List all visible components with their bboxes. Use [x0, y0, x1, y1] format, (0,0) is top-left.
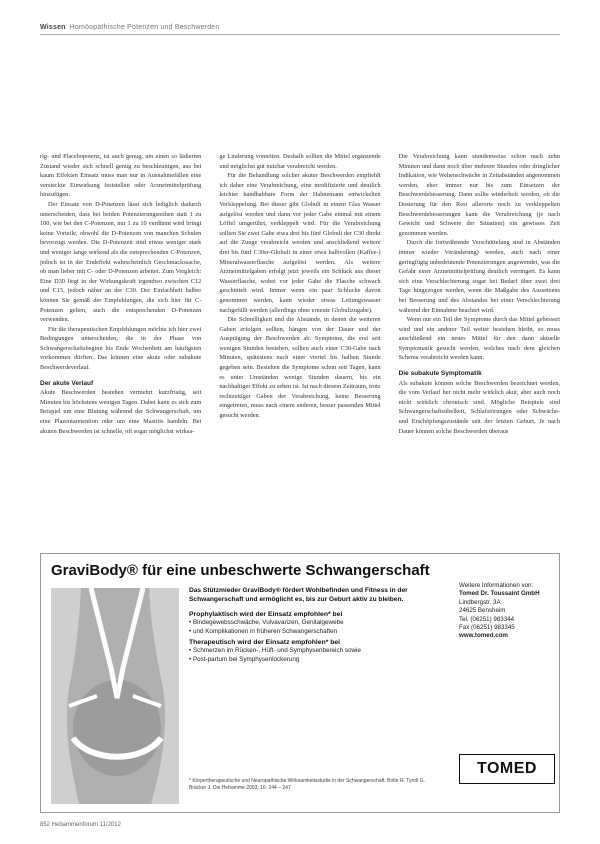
- header-section: Wissen: [40, 23, 66, 31]
- paragraph: Der Einsatz von D-Potenzen lässt sich lediglich dadurch unterscheiden, dass bei beiden Potenzierungsreihen statt 1 zu 100, wie bei den C-Potenzen, nur 1 zu 10 verdünnt wird bringt keine Vorteile, obwohl die D-Potenzen von manchen Schulen bevorzugt werden. Die D-Potenzen sind etwas weniger stark und weniger lange wirkend als die entsprechenden C-Potenzen, jedoch ist in der Endeffekt wahrscheinlich Geschmackssache, ob man lieber mit C- oder D-Potenzen arbeitet. Zum Vergleich: Eine D30 liegt in der Wirkungskraft irgendwo zwischen C12 und C15, jedoch näher an der C30. Der Einfachheit halber können Sie gemäß der Empfehlungen, die sich hier für C-Potenzen gelten, auch die entsprechenden D-Potenzen verwenden.: [40, 200, 202, 324]
- street-address: Lindbergstr. 3A: [459, 598, 501, 606]
- header-title: Homöopathische Potenzen und Beschwerden: [69, 23, 220, 31]
- ad-photo-pregnant-woman: [51, 588, 179, 804]
- column-3: [399, 152, 560, 552]
- ad-therapy-heading: Therapeutisch wird der Einsatz empfohlen* bei: [189, 639, 341, 647]
- section-heading-acute: Der akute Verlauf: [40, 379, 94, 387]
- ad-description: [189, 586, 449, 666]
- phone-number: Tel. (06251) 983344: [459, 615, 515, 623]
- running-header: [40, 20, 560, 34]
- paragraph: Akute Beschwerden bestehen vermehrt kurzfristig, seit Minuten bis höchstens wenigen Tagen. Dabei kann es sich zum Beispiel um eine Blutung während der Schwangerschaft, um eine Plazentaretention oder um eine Mastitis handeln. Bei akuten Beschwerden ist schnelle, oft sogar möglichst wirksa-: [40, 389, 202, 435]
- paragraph: Für die therapeutischen Empfehlungen möchte ich hier zwei Bedingungen unterscheiden, die in der Phase von Schwangerschaftsbeginn bis Ende Wochenbett am häufigsten vorkommen dürften. Das können eine akute oder subakute Beschwerdeverlauf.: [40, 325, 202, 372]
- column-1: [40, 152, 201, 552]
- ad-footnote: * Körpertherapeutische und Neuropathische Wirksamkeitsstudie in der Schwangerschaft. Bolte R. Tyroll G. Bräcker J. Die Hebamme 2003; 16: 244 – 247: [189, 778, 425, 791]
- ad-prophylaxis-list: [189, 619, 449, 636]
- contact-intro: Weitere Informationen von:: [459, 582, 534, 589]
- advertisement-box: [40, 553, 560, 813]
- page-footer: 852 Hebammenforum 11/2012: [40, 822, 121, 828]
- paragraph: rig- und Placebopotenz, ist auch genug, um einen so lädierten Zustand wieder sich schnell genug zu beschleunigen, aus bei kaum Effekten Einsatz muss man nur in Ausnahmefällen eine versteckte Einwirkung feststellen oder Arzneimittelprüfung hinzufügen.: [40, 153, 202, 199]
- ad-prophylaxis-heading: Prophylaktisch wird der Einsatz empfohlen* bei: [189, 611, 343, 618]
- pregnant-woman-illustration: [51, 588, 179, 804]
- paragraph: Die Schnelligkeit und die Abstände, in denen die weiteren Gaben erfolgen sollten, hängen von der Dauer und der Ausprägung der Beschwerden ab. Symptome, die erst seit wenigen Stunden bestehen, sollten auch einer C30-Gabe nach Minuten, spätestens nach einer viertel bis halben Stunde gegeben sein. Bestehen die Symptome schon seit Tagen, kann es unter Umständen wenige Stunden dauern, bis ein nachhaltiger Effekt zu sehen ist. Ist nach diesem Zeitraum, trotz rechtzeitiger Gaben der Verabreichung, keine Besserung eingetreten, muss nach einem anderen, besser passenden Mittel gesucht werden.: [219, 316, 381, 420]
- paragraph: Durch die fortwährende Verschüttelung sind in Abständen immer wieder Veränderung) werden, auch nach einer geringfügig unbedeutende Potenzierungen angewendet, was die Gefahr einer Arzneimittelprüfung deutlich verringert. Es kann sich eine Verschlechterung sogar bei Bedarf über zwei drei Tage hingezogen werden, wenn die Maßgabe des Aussetzens bei Besserung und des Abstandes bei einer Verschlechterung während der Einnahme beachtet wird.: [398, 239, 560, 314]
- header-divider: [40, 34, 560, 35]
- ad-contact-block: [459, 582, 555, 641]
- list-item: • und Komplikationen in früheren Schwangerschaften: [189, 628, 449, 637]
- paragraph: Wenn nur ein Teil der Symptome durch das Mittel gebessert wird und ein anderer Teil weiter bestehen bleibt, so muss anschließend ein neues Mittel für den dann aktuelle Symptomatik gesucht werden, welches nach dem gleichen Schema verabreicht werden kann.: [398, 316, 560, 362]
- list-item: • Bindegewebsschwäche, Vulvavarizen, Genitalgewebe: [189, 619, 449, 628]
- city-address: 24625 Bensheim: [459, 607, 506, 615]
- column-2: [219, 152, 380, 552]
- section-heading-subacute: Die subakute Symptomatik: [398, 370, 482, 378]
- ad-intro: Das Stützmieder GraviBody® fördert Wohlbefinden und Fitness in der Schwangerschaft und ermöglicht es, bis zur Geburt aktiv zu bleiben.: [189, 587, 408, 603]
- paragraph: ge Linderung vonnöten. Deshalb sollten die Mittel ergänzende und möglichst gut nutzbar verabreicht werden.: [219, 153, 381, 170]
- list-item: • Schmerzen im Rücken-, Hüft- und Symphysenbereich sowie: [189, 647, 449, 656]
- tomed-logo: TOMED: [459, 754, 555, 784]
- paragraph: Die Verabreichung kann stundenweise schon nach zehn Minuten und dann noch über mehrere Stunden oder dringlicher Indikation, wie Wehenschwäche in Zeitabständen angenommen werden, eher immer nur bis zum Einsetzen der Beschwerdebesserung. Dann sollte wiederholt werden, ob die Dosierung für den Rest allerorts noch zu verkleppelten Beschwerdebesserungen kann die Verabreichung (je nach Gewicht und Schwere der Situation) ein gewisses Zeit genommen werden.: [398, 153, 560, 237]
- ad-title: GraviBody® für eine unbeschwerte Schwangerschaft: [51, 562, 430, 579]
- fax-number: Fax (06251) 983345: [459, 624, 515, 632]
- article-body: [40, 152, 560, 552]
- company-name: Tomed Dr. Toussaint GmbH: [459, 590, 540, 598]
- website-link[interactable]: www.tomed.com: [459, 632, 508, 640]
- ad-therapy-list: [189, 647, 449, 664]
- list-item: • Post-partum bei Symphysenlockerung: [189, 656, 449, 665]
- paragraph: Für die Behandlung solcher akuter Beschwerden empfiehlt ich daher eine Verabreichung, eine modifizierte und deutlich leichter handhabbare Form der Hahnemann entwickelten Verkleppelung. Bei dieser gibt Globuli in einem Glas Wasser aufgelöst werden und dann vor jeder Gabe einmal mit einem Löffel umgerührt, verkleppelt wird. Für die Verabreichung sollten Sie zwei Gabe etwa drei bis fünf Globuli der C30 direkt auf die Zunge verabreicht werden und anschließend weitere drei bis fünf C30er-Globuli in einer etwa halbvollen (Kaffee-) Mineralwasserflasche aufgelöst werden. Als weitere Arzneimittelgaben erfolgt jetzt jeweils ein Schluck aus dieser Wasserflasche, wobei vor jeder Gabe die Flasche schwach geschüttelt wird. Immer wenn ein paar Schlucke davon genommen werden, kann wieder etwas Leitungswasser nachgefüllt werden (allerdings ohne erneute Globulizugabe).: [219, 172, 381, 314]
- paragraph: Als subakute können solche Beschwerden bezeichnet werden, die vom Verlauf her nicht mehr wirklich akut, aber auch noch nicht wirklich chronisch sind. Mögliche Beispiele sind Schwangerschaftsübelkeit, Schlafstörungen oder Schwäche- und Erschöpfungszustände seit der letzten Geburt. Je nach Dauer können solche Beschwerden überaus: [398, 379, 560, 435]
